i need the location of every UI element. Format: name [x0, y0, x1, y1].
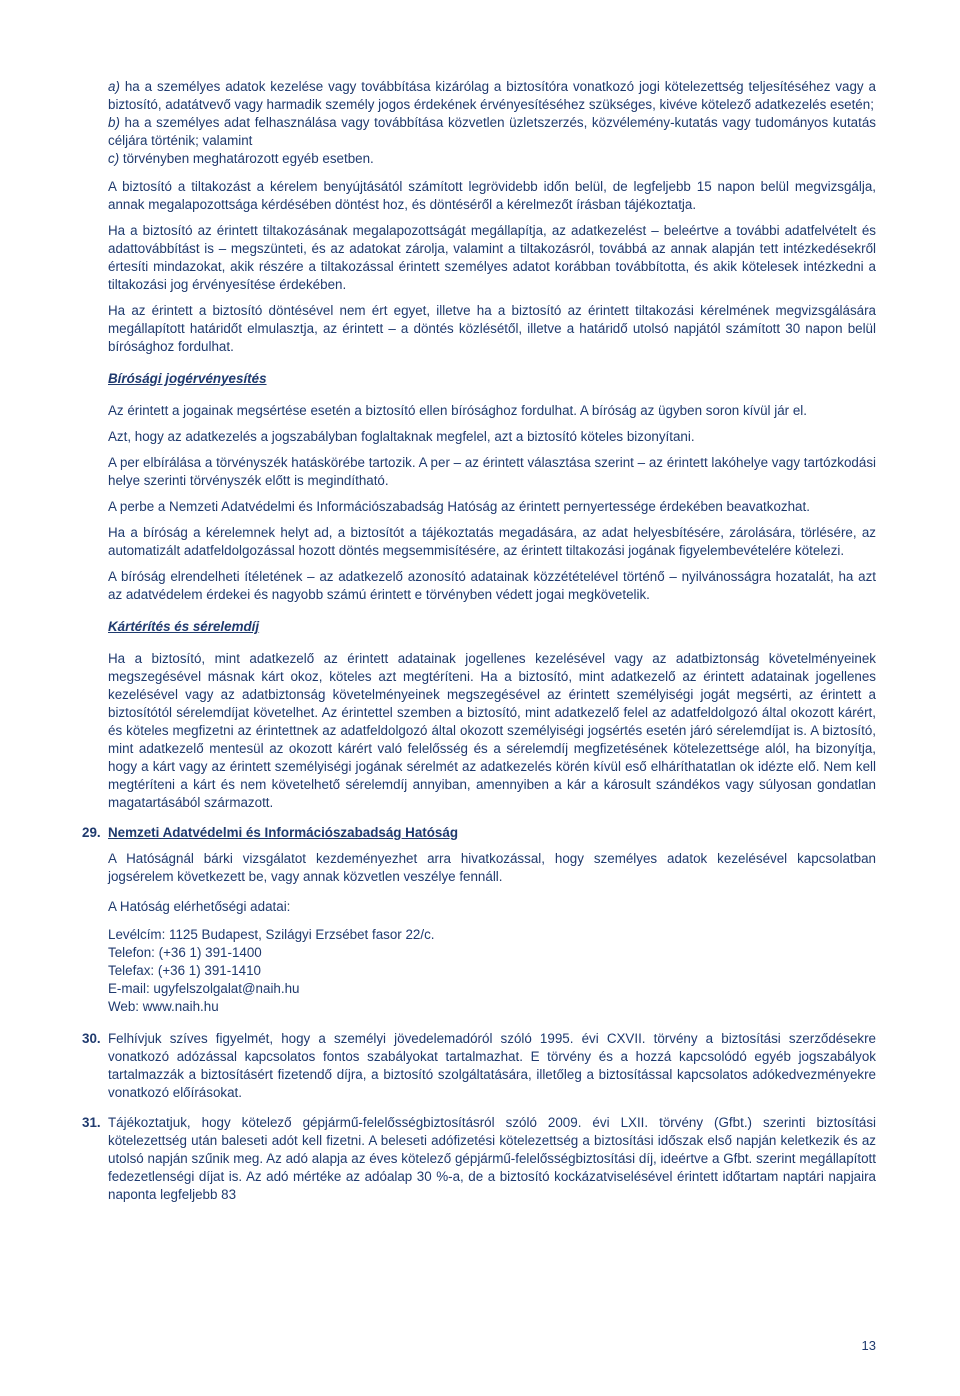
- paragraph-court-1: Az érintett a jogainak megsértése esetén a biztosító ellen bírósághoz fordulhat. A bíróság az ügyben soron kívül jár el.: [108, 403, 807, 418]
- section-30: [82, 1030, 876, 1102]
- list-text-a: ha a személyes adatok kezelése vagy továbbítása kizárólag a biztosítóra vonatkozó jogi kötelezettség teljesítéséhez vagy a biztosító, adatátvevő vagy harmadik személy jogos érdekének érvényesítéséhez szükséges, kivéve kötelező adatkezelés esetén;: [108, 79, 876, 112]
- contact-web: Web: www.naih.hu: [108, 999, 219, 1014]
- section-number-31: 31.: [82, 1115, 101, 1130]
- list-item-a: [108, 78, 876, 114]
- contact-fax: Telefax: (+36 1) 391-1410: [108, 963, 261, 978]
- paragraph-court-4: A perbe a Nemzeti Adatvédelmi és Információszabadság Hatóság az érintett pernyertessége érdekében beavatkozhat.: [108, 499, 810, 514]
- list-text-b: ha a személyes adat felhasználása vagy továbbítása közvetlen üzletszerzés, közvélemény-kutatás vagy tudományos kutatás céljára történik; valamint: [108, 115, 876, 148]
- list-label-b: b): [108, 115, 120, 130]
- paragraph-court-5: Ha a bíróság a kérelemnek helyt ad, a biztosítót a tájékoztatás megadására, az adat helyesbítésére, zárolására, törlésére, az automatizált adatfeldolgozással hozott döntés megsemmisítésére, az érintett tiltakozási jogának figyelembevételére kötelezi.: [108, 525, 876, 558]
- section-title-29: Nemzeti Adatvédelmi és Információszabadság Hatóság: [108, 825, 459, 840]
- contact-block: [108, 926, 876, 1016]
- paragraph-objection-upheld: Ha a biztosító az érintett tiltakozásának megalapozottságát megállapítja, az adatkezelést – beleértve a további adatfelvételt és adattovábbítást is – megszünteti, és az adatokat zárolja, valamint a tiltakozásról, továbbá az annak alapján tett intézkedésekről értesíti mindazokat, akik részére a tiltakozással érintett személyes adatot korábban továbbította, és akik kötelesek intézkedni a tiltakozási jog érvényesítése érdekében.: [108, 223, 876, 292]
- list-item-c: [108, 150, 876, 168]
- section-heading-court: Bírósági jogérvényesítés: [108, 371, 267, 386]
- paragraph-court-6: A bíróság elrendelheti ítéletének – az adatkezelő azonosító adatainak közzétételével történő – nyilvánosságra hozatalát, ha azt az adatvédelem érdekei és nagyobb számú érintett e törvényben védett jogai megkövetelik.: [108, 569, 876, 602]
- paragraph-court-3: A per elbírálása a törvényszék hatáskörébe tartozik. A per – az érintett választása szerint – az érintett lakóhelye vagy tartózkodási helye szerinti törvényszék előtt is megindítható.: [108, 455, 876, 488]
- section-31: [82, 1114, 876, 1204]
- contact-phone: Telefon: (+36 1) 391-1400: [108, 945, 262, 960]
- page-number: 13: [861, 1338, 876, 1353]
- list-item-b: [108, 114, 876, 150]
- list-label-a: a): [108, 79, 120, 94]
- section-number-29: 29.: [82, 825, 101, 840]
- section-29: [82, 824, 876, 1016]
- paragraph-court-2: Azt, hogy az adatkezelés a jogszabályban foglaltaknak megfelel, azt a biztosító köteles bizonyítani.: [108, 429, 695, 444]
- paragraph-objection-review: A biztosító a tiltakozást a kérelem benyújtásától számított legrövidebb időn belül, de legfeljebb 15 napon belül megvizsgálja, annak megalapozottsága kérdésében döntést hoz, és döntéséről a kérelmezőt írásban tájékoztatja.: [108, 179, 876, 212]
- list-text-c: törvényben meghatározott egyéb esetben.: [122, 151, 374, 166]
- paragraph-tax-law: Felhívjuk szíves figyelmét, hogy a személyi jövedelemadóról szóló 1995. évi CXVII. törvény a biztosítási szerződésekre vonatkozó adózással kapcsolatos fontos szabályokat tartalmazhat. E törvény és a hozzá kapcsolódó egyéb jogszabályok tartalmazzák a biztosításért fizetendő díjra, a biztosító szolgáltatására, illetőleg a biztosítással kapcsolatos adókedvezményekre vonatkozó előírásokat.: [108, 1031, 876, 1100]
- contact-address: Levélcím: 1125 Budapest, Szilágyi Erzsébet fasor 22/c.: [108, 927, 435, 942]
- paragraph-damages: Ha a biztosító, mint adatkezelő az érintett adatainak jogellenes kezelésével vagy az adatbiztonság követelményeinek megszegésével másnak kárt okoz, köteles azt megtéríteni. Ha a biztosító, mint adatkezelő az érintett adatainak jogellenes kezelésével vagy az adatbiztonság követelményeinek megszegésével az érintett személyiségi jogát megsérti, az érintett a biztosítótól sérelemdíjat követelhet. Az érintettel szemben a biztosító, mint adatkezelő felel az adatfeldolgozó által okozott kárért, és köteles megfizetni az érintettnek az adatfeldolgozó által okozott személyiségi jogsértés esetén járó sérelemdíjat is. A biztosító, mint adatkezelő mentesül az okozott kárért való felelősség és a sérelemdíj megfizetésének kötelezettsége alól, ha bizonyítja, hogy a kárt vagy az érintett személyiségi jogának sérelmét az adatkezelés körén kívül eső elháríthatatlan ok idézte elő. Nem kell megtéríteni a kárt és nem követelhető sérelemdíj annyiban, amennyiben a kár a károsult szándékos vagy súlyosan gondatlan magatartásából származott.: [108, 651, 876, 810]
- document-page: [82, 78, 876, 1212]
- contact-email: E-mail: ugyfelszolgalat@naih.hu: [108, 981, 300, 996]
- list-label-c: c): [108, 151, 120, 166]
- paragraph-accident-tax: Tájékoztatjuk, hogy kötelező gépjármű-felelősségbiztosításról szóló 2009. évi LXII. törvény (Gfbt.) szerinti biztosítási kötelezettség után baleseti adót kell fizetni. A beleseti adófizetési kötelezettség a biztosítási időszak első napján keletkezik és az utolsó napján szűnik meg. Az adó alapja az éves kötelező gépjármű-felelősségbiztosítási díj, ideértve a Gfbt. szerint megállapított fedezetlenségi díjat is. Az adó mértéke az adóalap 30 %-a, de a biztosító kockázatviselésével érintett időtartam naptári napjaira naponta legfeljebb 83: [108, 1115, 876, 1202]
- contact-heading: A Hatóság elérhetőségi adatai:: [108, 899, 291, 914]
- section-heading-damages: Kártérítés és sérelemdíj: [108, 619, 260, 634]
- paragraph-court-appeal: Ha az érintett a biztosító döntésével nem ért egyet, illetve ha a biztosító az érintett tiltakozási kérelmének megvizsgálására megállapított határidőt elmulasztja, az érintett – a döntés közlésétől, illetve a határidő utolsó napjától számított 30 napon belül bírósághoz fordulhat.: [108, 303, 876, 354]
- paragraph-authority: A Hatóságnál bárki vizsgálatot kezdeményezhet arra hivatkozással, hogy személyes adatok kezelésével kapcsolatban jogsérelem következett be, vagy annak közvetlen veszélye fennáll.: [108, 851, 876, 884]
- section-number-30: 30.: [82, 1031, 101, 1046]
